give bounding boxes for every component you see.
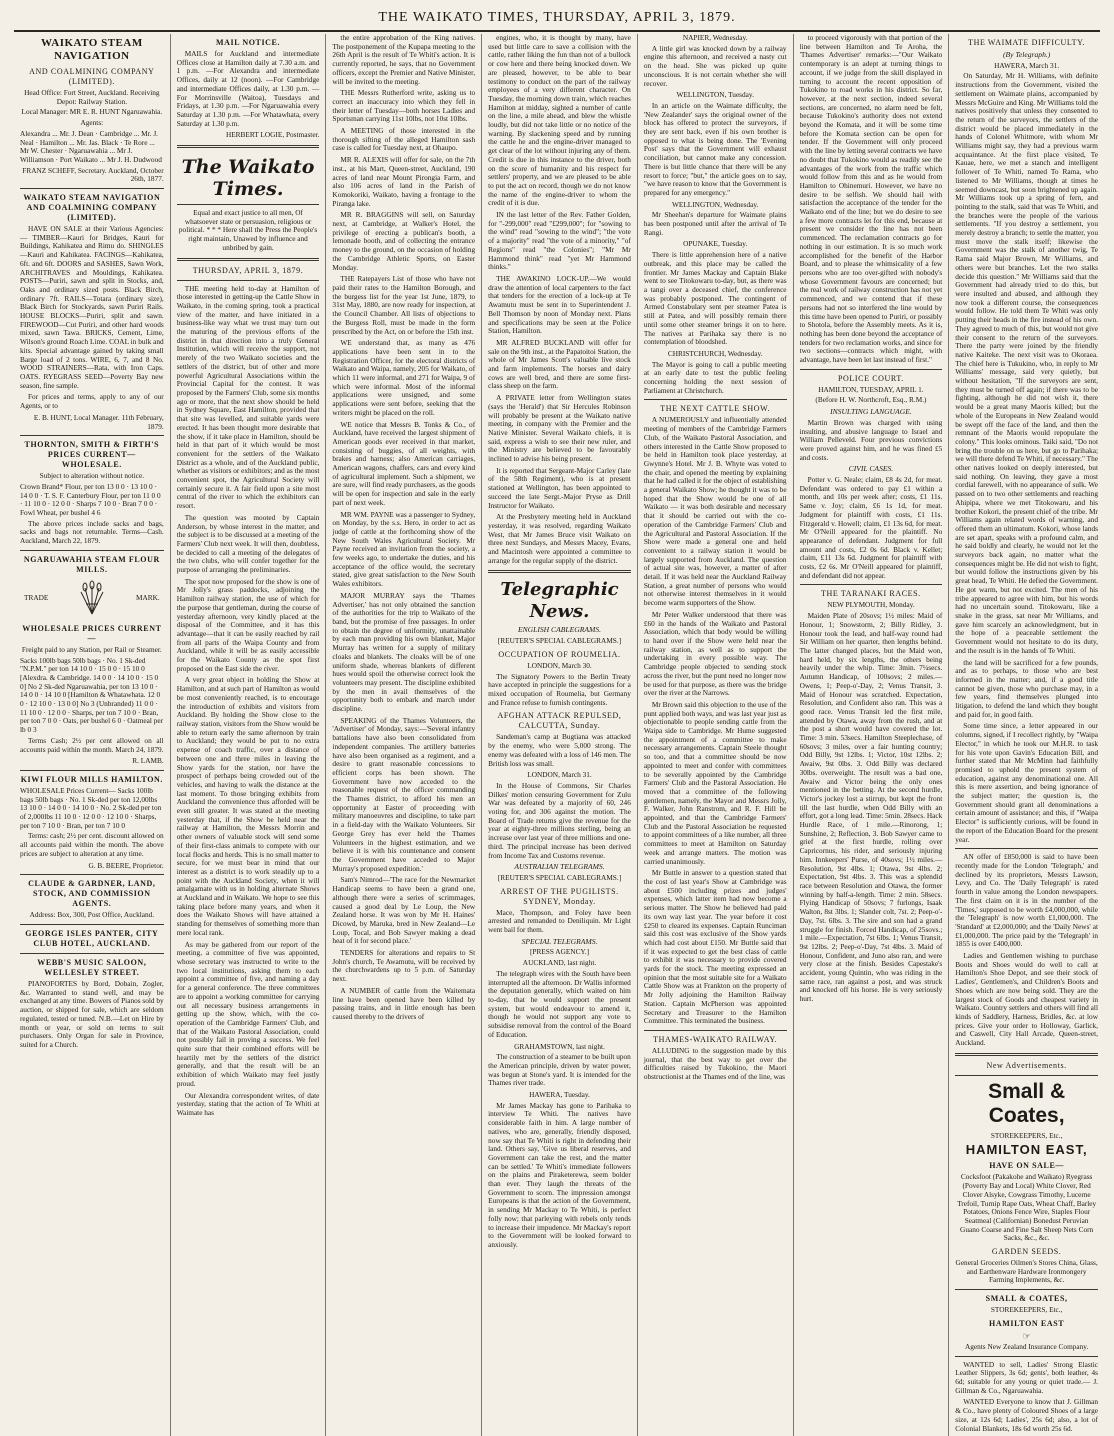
pointing-hand-icon: ☞ xyxy=(1022,1330,1031,1341)
reuter-note: [REUTER'S SPECIAL CABLEGRAMS.] xyxy=(497,636,622,646)
taranaki-races-heading: THE TARANAKI RACES. xyxy=(821,589,921,599)
small-coates-have-on-sale: HAVE ON SALE— xyxy=(989,1161,1065,1171)
claude-gardner-title: CLAUDE & GARDNER, LAND, STOCK, AND COMMISSION AGENTS. xyxy=(28,879,156,909)
divider xyxy=(800,369,943,370)
dateline: WELLINGTON, Tuesday. xyxy=(676,90,754,100)
divider xyxy=(955,1289,1098,1290)
divider xyxy=(177,280,320,281)
divider xyxy=(177,204,320,205)
new-advertisements-heading: New Advertisements. xyxy=(986,1060,1067,1070)
small-coates-title: Small & Coates, xyxy=(988,1079,1066,1127)
australian-telegrams-heading: AUSTRALIAN TELEGRAMS. xyxy=(514,862,605,872)
news-paragraph: Sam's Nimrod—'The race for the Newmarket Handicap seems to have been a grand one, although there were a series of scrimmages, caused a good deal by Le Loup, the New Zealand horse. It was won by Mr H. Haines' Dicowd, by Maruka, bred in New Zealand—Le Loup, Tocal, and Bob Sawyer making a dead heat of it for second place.' xyxy=(332,875,476,946)
police-court-heading: POLICE COURT. xyxy=(838,373,904,383)
news-paragraph: The Mayor is going to call a public meeting at an early date to test the public feeling concerning holding the next session of Parliament at Christchurch. xyxy=(643,359,787,395)
news-paragraph: ALLUDING to the suggestion made by this journal, that the best way to get over the difficulties raised by Tukokino, the Maori obstructionist at the Thames end of the line, was xyxy=(643,1045,787,1082)
trade-label: TRADE xyxy=(24,592,49,602)
kiwi-mills-terms: Terms: cash; 2½ per cent. discount allowed on all accounts paid within the month. The above prices are subject to alteration at any time. xyxy=(20,831,164,858)
news-paragraph: MR R. BRAGGINS will sell, on Saturday next, at Cambridge, at Walker's Hotel, the privilege of erecting a publican's booth, a lemonade booth, and of collecting the entrance money to the ground, on the occasion of holding the Cambridge Athletic Sports, on Easter Monday. xyxy=(332,210,476,272)
steam-nav-agents-head: Agents: xyxy=(80,118,104,128)
magistrate-note: (Before H. W. Northcroft, Esq., R.M.) xyxy=(815,395,927,405)
dateline: GRAHAMSTOWN, last night. xyxy=(514,1041,605,1051)
dateline: WELLINGTON, Wednesday. xyxy=(671,199,759,209)
columns xyxy=(14,33,1104,1433)
column-6 xyxy=(793,34,949,1436)
divider xyxy=(644,399,787,400)
wheatsheaf-icon xyxy=(77,580,107,616)
news-paragraph: In an article on the Waimate difficulty, the 'New Zealander' says the original owner of the block has offered to protect the surveyors, if they are sent back, even if his own brother is opposed to what is being done. The 'Evening Post' says that the Government will exhaust conciliation, but cannot make any concession. There is but little chance that there will be any resort to force; "but," the article goes on to say, "we have reason to know that the Government is prepared for any emergency." xyxy=(643,100,787,197)
news-paragraph: engines, who, it is thought by many, have used but little care to save a collision with the cattle, rather liking the fun than not of a bullock or cow here and there being knocked down. We are pleased, however, to be able to bear testimony to conduct on the part of the railway employees of a very different character. On Tuesday, the morning down train, which reaches Hamilton at midday, sighted a number of cattle on the line, a mile ahead, and blew the whistle loudly, but did not take little or no notice of the warning. By slackening speed and by running the cattle he and the engine-driver managed to get clear of the lot without injuring any of them. Credit is due in this instance to the driver, both on the score of humanity and his respect for settlers' property, and we are pleased to be able to put the act on record, though we do not know the name of the engine-driver to whom the credit of it is due. xyxy=(488,33,631,208)
small-coates-subtitle-2: STOREKEEPERS, Etc., xyxy=(990,1305,1063,1315)
thornton-note: The above prices include sacks and bags, sacks and bags not returnable. Terms—Cash. Auckland, March 22, 1879. xyxy=(20,518,164,546)
george-panter-title: GEORGE ISLES PANTER, CITY CLUB HOTEL, AUCKLAND. xyxy=(25,929,159,948)
news-paragraph: The Signatory Powers to the Berlin Treaty have accepted in principle the suggestions for a mixed occupation of Roumelia, but Germany and France refuse to furnish contingents. xyxy=(488,671,631,707)
telegraphic-news-title: Telegraphic News. xyxy=(500,579,619,623)
page-header-title: THE WAIKATO TIMES, THURSDAY, APRIL 3, 1879. xyxy=(378,10,736,25)
newspaper-flag: The Waikato Times. xyxy=(181,156,315,201)
mark-label: MARK. xyxy=(135,592,160,602)
thames-railway-heading: THAMES-WAIKATO RAILWAY. xyxy=(653,1034,778,1044)
mail-notice-title: MAIL NOTICE. xyxy=(216,38,281,47)
editorial-paragraph: A very great object in holding the Show at Hamilton, and at such part of Hamilton as would be most conveniently reached, is to encourage the introduction of exhibits and visitors from Auckland. By holding the Show close to the railway station, visitors from the Show would be able to return early the same afternoon by train to Auckland; they would be put to no extra expense of coach traffic, over a distance of between one and three miles in leaving the Show yards for the station, nor have the prospect of perhaps being crowded out of the vehicles, and having to walk the distance at the last moment. To those bringing exhibits from Auckland the convenience thus afforded will be even still greater. It was stated at the meeting yesterday that, if the Show be held near the railway at Hamilton, the Messrs Morrin and other owners of valuable stock will send some of their first-class animals to compete with our local flocks and herds. This is no small matter to secure, for we must bear in mind that our interest as a district is to work steadily up to a point with the Auckland Society, when it will amalgamate with us in holding alternate Shows at Auckland and in Waikato. We hope to see this taking place before many years, and when it does the Waikato Shows will have attained a standing for themselves of something more than mere local rank. xyxy=(176,675,320,937)
kiwi-mills-prices: WHOLESALE Prices Current— Sacks 100lb bags 50lb bags · No. 1 Sk-ded per ton 12,00lbs 13 10 0 · 14 0 0 · 14 10 0 · No. 2 Sk-ded per ton of 2,000lbs 11 10 0 · 12 0 0 · 12 10 0 · Sharps, per ton 7 10 0 · Bran, per ton 7 10 0 xyxy=(20,785,162,830)
news-paragraph: WE understand that, as many as 476 applications have been sent in to the Registration Officer, for the electoral districts of Waikato and Waipa, namely, 205 for Waikato, of which 11 were informal, and 271 for Waipa, 9 of which were informal. Most of the informal applications were unsigned, and some applications were sent before, seeking that the writers might be placed on the roll. xyxy=(332,338,476,417)
small-coates-subtitle: STOREKEEPERS, Etc., xyxy=(990,1130,1063,1140)
news-paragraph: THE AWAKINO LOCK-UP.—We would draw the attention of local carpenters to the fact that tenders for the erection of a lock-up at Te Awamutu must be sent in to Superintendent J. Bell Thomson by noon of Monday next. Plans and specifications may be seen at the Police Station, Hamilton. xyxy=(488,273,631,336)
steam-nav-agents: Alexandra ... Mr. J. Dean · Cambridge ... Mr. J. Neal · Hamilton ... Mr. Jas. Black · Te Rore ... Mr W. Chester · Ngaruawahia ... Mr J. Williamson · Port Waikato ... Mr J. H. Dudwood xyxy=(20,128,162,164)
dateline: CHRISTCHURCH, Wednesday. xyxy=(667,348,763,358)
thornton-title: THORNTON, SMITH & FIRTH'S PRICES CURRENT—WHOLESALE. xyxy=(24,440,160,470)
news-paragraph: Mr Buttle in answer to a question stated that the cost of last year's Show at Cambridge was about £500 including prizes and judges' expenses, which latter item had now become a serious matter. The Show he believed had paid its own way last year. The year before it cost £250 to cleared its expenses. Captain Runciman said this cost was exclusive of the Show yards which had cost about £150. Mr Buttle said that if it was expected to get the best class of cattle to exhibit it was necessary to provide covered yards for the stock. The meeting expressed an opinion that the most suitable site for a Waikato Cattle Show was at Frankton on the property of Mr Jolly adjoining the Hamilton Railway Station. Captain McPherson was appointed Secretary and Treasurer to the Hamilton Committee. This terminated the business. xyxy=(643,868,787,1026)
column-1 xyxy=(14,34,170,1436)
news-paragraph: THE Ratepayers List of those who have not paid their rates to the Hamilton Borough, and the burgess list for the year 1st June, 1879, to 31st May, 1880, are now ready for inspection, at the Council Chamber. All lists of objections to the Burgess Roll, must be made in the form prescribed by the Act, on or before the 15th inst. xyxy=(332,274,476,336)
divider xyxy=(20,874,164,875)
news-paragraph: A PRIVATE letter from Wellington states (says the 'Herald') that Sir Hercules Robinson will probably be present at the Waikato native meeting, in company with the Premier and the Native Minister. Several Waikato chiefs, it is said, express a wish to see their new ruler, and the Ministry are believed to be favourably inclined to advise his being present. xyxy=(488,393,631,464)
dateline: NAPIER, Wednesday. xyxy=(682,33,748,42)
insurance-agents-note: Agents New Zealand Insurance Company. xyxy=(964,1341,1089,1351)
webb-music-body: PIANOFORTES by Bord, Dobain, Zogler, &c. Warranted to stand well, and may be exchanged at any time. Bowers of Pianos sold by auction, or shipped for sale, which are seldom regulated, tested or tuned. N.B.—Let on Hire by month or year, or sold on terms to suit purchasers. Only Organ for sale in Province, suited for a Church. xyxy=(20,979,164,1049)
dateline: HAMILTON, TUESDAY, APRIL 1. xyxy=(818,384,924,394)
english-cablegrams-heading: ENGLISH CABLEGRAMS. xyxy=(517,625,602,635)
small-coates-title-2: SMALL & COATES, xyxy=(985,1294,1068,1304)
kiwi-mills-title: KIWI FLOUR MILLS HAMILTON. xyxy=(20,774,163,784)
webb-music-title: WEBB'S MUSIC SALOON, WELLESLEY STREET. xyxy=(37,958,147,977)
steam-nav-manager: Local Manager: MR E. R. HUNT Ngaruawahia. xyxy=(21,107,163,117)
column-7 xyxy=(948,34,1104,1436)
divider xyxy=(20,924,164,925)
wholesale-terms: Terms Cash; 2½ per cent allowed on all accounts paid within the month. March 24, 1879. xyxy=(20,735,164,754)
divider xyxy=(955,848,1098,849)
news-paragraph: On Saturday, Mr H. Williams, with definite instructions from the Government, visited the settlement on Waimate plains, accompanied by Messrs McGuire and King. Mr Williams told the natives positively that unless they consented to the return of the surveyors, the settlers of the district would be placed immediately in the hands of Colonel Whitmore, with whom Mr Williams might say, they had a previous warm acquaintance. At the first place visited, Te Kauae, here, we met a stanch and intelligent follower of Te Whiti, named To Rama, who listened to Mr Williams, though at times he seemed downcast, but soon brightened up again. Mr Williams took up a spring of fern, and pointing to the stalk, said that was Te Whiti, and the branches were the people of the various settlements. "If you destroy a settlement, you merely destroy a branch; to settle the matter, you must move the stalk itself; likewise the Government was the stalk of another twig, Te Rama said Major Brown, Mr Williams, and others were but branches. Let the two stalks decide this question." Mr Williams said that the Government had already tried to do this, but were insulted and abused, and although they now took a different course, the consequences would follow. He told them Te Whiti was only putting their heads in the fire instead of his own. They agreed to much of this, but would not give their consent to the return of the surveyors. There the party were joined by the friendly native Kaiteke. The next visit was to Okoraea. The chief here is Tukukino, who, in reply to Mr Williams' message, said very quietly, but without hesitation, "If the surveyors are sent, they must be turned off again; if there was to be fighting, although he did not wish it, there would be a great many Maoris killed; but the whole of the Europeans in New Zealand would be swept off the face of the land, and then the remnant of the Maoris would repopulate the colony." This looks ominous. Taiki said, "Do not bring the trouble on us here, but go to Parihaka; we will there defend Te Whiti, if necessary." The other natives looked on deeply interested, but said nothing. On leaving, they gave a most cordial farewell, with no appearance of sulk. We passed on to two other settlements and reaching Ahipipa, where we met Titokowaru, and his brother Kokori, the present chief of the tribe. Mr Williams again related words of warning, and offered them an ultimatum. Kokori, whose lands are set apart, speaks with a profound calm, and he said boldly and clearly, he would not let the surveyors back again, no matter what the consequences might be. He did not wish to fight, but would follow the instructions given by his great head, Te Whiti. He defied the Government. He got warm, but not excited. The men of his tribe appeared to agree with him, but his words had no uncertain sound. Titokowaru, like a snake in the grass, sat near Mr Williams, and gave him scarcely an acknowledgment, but in the hope of a peaceable settlement the Government would not hesitate to do its duty, and the result is in the hands of Te Whiti. xyxy=(955,71,1098,655)
editorial-paragraph: Our Alexandra correspondent writes, of date yesterday, stating that the action of Te Whiti at Waimate has xyxy=(176,1090,320,1117)
editorial-paragraph: As may be gathered from our report of the meeting, a committee of five was appointed, whose secretary was instructed to write to the two local institutions, asking them to each appoint a committee of five, and naming a day for a general conference. The three committees are to appoint a working committee for carrying out all necessary business arrangements in getting up the show, which, with the co-operation of the Cambridge Farmers' Club, and that of the Waikato Pastoral Association, could not possibly fail in proving a success. We feel quite sure that their combined efforts will be heartily met by the settlers of the district generally, and that the result will be an exhibition of which Waikato may feel justly proud. xyxy=(176,939,320,1088)
news-paragraph: THE Messrs Rutherford write, asking us to correct an inaccuracy into which they fell in their letter of Tuesday—both horses Ladies and Sportsman carrying 11st 10lbs, not 10st 10lbs. xyxy=(332,88,476,124)
news-paragraph: TENDERS for alterations and repairs to St John's church, Te Awamutu, will be received by the churchwardens up to 5 p.m. of Saturday next. xyxy=(332,948,476,984)
steam-nav-office: Head Office: Fort Street, Auckland. Receiving Depot: Railway Station. xyxy=(24,88,160,106)
editorial-paragraph: The spot now proposed for the show is one of Mr Jolly's grass paddocks, adjoining the Hamilton railway station, the use of which for the purpose that gentleman, during the course of yesterday afternoon, very kindly placed at the disposal of the Committee, and it has this advantage—that it can be easily reached by rail from all parts of the Waipa County and from Auckland, while it will be as easily accessible for the Waikato County as the spot first proposed on the East side the river. xyxy=(176,576,320,673)
steam-nav-subtitle: AND COALMINING COMPANY (LIMITED). xyxy=(29,67,155,86)
have-on-sale-signature: E. B. HUNT, Local Manager. 11th February, 1879. xyxy=(33,412,164,431)
small-coates-items: Cocksfoot (Pakakohe and Waikato) Ryegrass (Poverty Bay and Local) White Clover, Red Clover Alsyke, Cowgrass Timothy, Lucerne Trefoil, Turnip Rape Oats, Wheat Chaff, Barley Potatoes, Onions Fence Wire, Staples Flour Seatmeal (Californian) Bonedust Peruvian Guano Coarse and Fine Salt Sheep Nets Corn Sacks, &c., &c. xyxy=(957,1172,1097,1243)
dateline: HAWERA, Tuesday. xyxy=(529,1090,590,1100)
wholesale-subtitle: Freight paid to any Station, per Rail or Steamer. xyxy=(21,644,162,654)
news-paragraph: the entire approbation of the King natives. The postponement of the Kupapa meeting to the 26th April is the result of Te Whiti's action. It is currently reported, he says, that no Government officers, except the Premier and Native Minister, will be invited to the meeting. xyxy=(332,33,476,86)
wanted-ad: WANTED to sell, Ladies' Strong Elastic Leather Slippers, 3s 6d; gents', both leather, 4s 6d; suitable for any young or quiet trade.— J. Gillman & Co., Ngaruawahia. xyxy=(955,1359,1098,1395)
wholesale-title: WHOLESALE PRICES CURRENT— xyxy=(22,623,162,643)
news-paragraph: Mr Peter Walker understood that there was £60 in the hands of the Waikato and Pastoral Association, which that body would be willing to hand over if the Show were held near the railway station, as well as to support the undertaking in every possible way. The Cambridge people objected to sending stock across the river, but the punt need no longer now be used for that purpose, as there was the bridge over the river at the Narrows. xyxy=(643,609,787,698)
news-paragraph: Some time since, a letter appeared in our columns, signed, if I recollect rightly, by "Waipa Elector," in which he took our M.H.R. to task for his vote upon Gavin's Education Bill, and further stated that Mr McMinn had faithfully promised to uphold the present system of education, against any denominational one. All this is mere assertion, and being ignorance of the subject matter; the question is, the Government should grant all denominations a certain amount of assistance; and this, if "Waipa Elector" is sufficiently curious, will be found in the report of the Education Board for the present year. xyxy=(955,721,1098,844)
press-agency-note: [PRESS AGENCY.] xyxy=(529,947,590,957)
news-paragraph: The telegraph wires with the South have been interrupted all the afternoon. Dr Wallis informed the deputation generally, which waited on him to-day, that he would support the present system, but would endeavour to amend it, though he would not support any vote to subsidise removal from the control of the Board of Education. xyxy=(488,968,631,1039)
dateline: LONDON, March 30. xyxy=(527,660,592,670)
divider xyxy=(488,570,631,573)
news-paragraph: SPEAKING of the Thames Volunteers, the 'Advertiser' of Monday, says:—'Several infantry battalions have also been consolidated from independent companies. The artillery batteries have also been organised as a regiment, and a desire to grant reasonable concessions to efficient corps has been shown. The Government have now acceded to the reasonable request of the officer commanding the Thames district, to afford his men an opportunity at Easter of proceeding with military manoeuvres and discipline, to take part in a field-day with the Waikato Volunteers. Sir George Grey has ever held the Thames Volunteers in the highest estimation, and we believe it is with his countenance and consent the Government have acceded to Major Murray's proposed expedition.' xyxy=(332,715,476,873)
steam-nav-title: WAIKATO STEAM NAVIGATION xyxy=(40,37,143,62)
wholesale-signature: R. LAMB. xyxy=(132,756,164,766)
news-paragraph: In the House of Commons, Sir Charles Dilkes' motion censuring Government for Zulu War was defeated by a majority of 60, 246 voting for, and 306 against the motion. The Board of Trade returns give the revenue for the year at eighty-three millions sterling, being an increase over last year of three millions and one-third. The principal increase has been derived from Income Tax and Customs revenue. xyxy=(488,780,631,860)
divider xyxy=(20,550,164,551)
divider xyxy=(20,188,164,189)
small-coates-place: HAMILTON EAST, xyxy=(965,1142,1088,1158)
dateline: LONDON, March 31. xyxy=(527,770,592,780)
news-paragraph: MAJOR MURRAY says the 'Thames Advertiser,' has not only obtained the sanction of the authorities for the trip to Waikato of the band, but the promise of free passages. In order to obtain the degree of uniformity, unattainable by each man providing his own blanket, Major Murray has written for a supply of military cloaks and blankets. The cloaks will be of one uniform shade, whereas blankets of different hues would spoil the otherwise correct look the volunteers may present. The discipline exhibited by the men in avail themselves of the opportunity both to embark and march under discipline. xyxy=(332,590,476,714)
roumelia-heading: OCCUPATION OF ROUMELIA. xyxy=(498,649,621,659)
newspaper-motto: Equal and exact justice to all men, Of whatsoever state or persuasion, religious or political. * * * Here shall the Press the People's right maintain, Unawed by influence and unbribed by gain. xyxy=(178,208,318,252)
dateline: HAWERA, March 31. xyxy=(994,60,1060,70)
divider xyxy=(20,770,164,771)
subheading: CIVIL CASES. xyxy=(848,464,894,474)
subheading: (By Telegraph.) xyxy=(1002,50,1051,59)
divider xyxy=(800,584,943,585)
special-telegrams-heading: SPECIAL TELEGRAMS. xyxy=(521,936,598,946)
garden-items: General Groceries Oilmen's Stores China, Glass, and Earthenware Hardware Ironmongery Farming Implements, &c. xyxy=(955,1258,1098,1285)
cattle-show-heading: THE NEXT CATTLE SHOW. xyxy=(660,404,771,414)
column-3 xyxy=(325,34,481,1436)
mail-notice-body: MAILS for Auckland and intermediate Offices close at Hamilton daily at 7.30 a.m. and 1 p.m. —For Alexandra and intermediate Offices, daily at 12 (noon). —For Cambridge and intermediate Offices daily, at 1.30 p.m. —For Morrinsville (Waitoa), Tuesdays and Fridays, at 1.30 p.m. —For Ngaruawahia every Saturday at 1.30 p.m. —For Whatawhata, every Saturday at 1.30 p.m. xyxy=(176,49,320,128)
news-paragraph: the land will be sacrificed for a few pounds, and as to perhaps, to those who are best informed in the matter; and, if a good title cannot be given, those who purchase may, in a few years, find themselves plunged into litigation, to defend the land which they bought and paid for, in good faith. xyxy=(955,657,1098,719)
divider xyxy=(20,435,164,436)
news-paragraph: A MEETING of those interested in the thorough sifting of the alleged Hamilton sash case is called for Tuesday next, at Ohaupo. xyxy=(332,126,476,153)
news-paragraph: Potter v. G. Neale; claim, £8 4s 2d, for meat. Defendant was ordered to pay £1 within a month, and 10s per week after; costs, £1 11s. Same v. Joy; claim, £6 1s 1d, for meat. Judgment for plaintiff with costs, £1 11s. Fitzgerald v. Howell; claim, £1 13s 6d, for meat. Mr O'Neill appeared for the plaintiff. No appearance of defendant. Judgment for full amount and costs, £2 0s 6d. Black v. Kellet; claim, £11 13s 6d. Judgment for plaintiff with costs, £2 6s. Mr O'Neill appeared for plaintiff, and defendant did not appear. xyxy=(799,475,943,580)
news-paragraph: At the Presbytery meeting held in Auckland yesterday, it was resolved, regarding Waikato West, that Mr James Bruce visit Waikato on three next Sundays, and Messrs Macey, Evans, and Macintosh were appointed a committee to arrange for the regular supply of the district. xyxy=(488,512,631,565)
pugilists-heading: ARREST OF THE PUGILISTS. SYDNEY, Monday. xyxy=(500,886,619,906)
news-paragraph: Ladies and Gentlemen wishing to purchase Boots and Shoes would do well to call at Hamilton's Shoe Depot, and see their stock of Ladies', Gentlemen's, and Children's Boots and Shoes which are now being sold. They are the largest stock of Goods and cheapest variety in Waikato. Country settlers and others will find all kinds of Saddlery, Harness, Bridles, &c. at low prices. Give your order to Holloway, Garlick, and Caswell, City Hall Arcade, Queen-street, Auckland. xyxy=(955,951,1098,1048)
news-paragraph: AN offer of £850,000 is said to have been recently made for the London 'Telegraph,' and declined by its proprietors, Messrs Lawson, Levy, and Co. The 'Daily Telegraph' is rated fourth in value among the London newspapers. The first claim on it is in the number of the 'Times,' supposed to be worth £4,000,000, while the 'Telegraph' is now worth £1,000,000. The 'Standard' at £2,000,000; and the 'Daily News' at £1,000,000. The price paid by the 'Telegraph' in 1855 is over £400,000. xyxy=(955,852,1098,949)
waimate-heading: THE WAIMATE DIFFICULTY. xyxy=(968,38,1086,47)
have-on-sale-body: HAVE ON SALE at their Various Agencies:— TIMBER—Kauri for Bridges, Kauri for Buildings, Kahikatea and Rimu do. SHINGLES—Kauri and Kahikatea. FACINGS—Kahikatea, 6ft. and 6ft. DOORS and SASHES, Sawn Work, ARCHITRAVES and Mouldings, Kahikatea. POSTS—Puriri, sawn and split in Stocks, and, Oaks and ordinary sized posts. Black Birch, ordinary 7ft. RAILS—Totara (ordinary size), Black Birch for Stockyards, sawn Puriri Rails. HOUSE BLOCKS—Puriri, split and sawn. FIREWOOD—Cut Puriri, and other hard woods mixed, sawn Tawa. BRICKS, Cement, Lime, Wilson's ground Roach Lime. COAL in bulk and kits. Special advantage gained by taking small Barge load of 2 tons. WIRE, 6, 7, and 8 No. WOOD STRAINERS—Rata, with Iron Caps. OATS. RYEGRASS SEED—Poverty Bay new season, fine sample. xyxy=(20,224,164,390)
divider xyxy=(955,1053,1098,1056)
column-4 xyxy=(481,34,637,1436)
news-paragraph: Maiden Plate of 20sovs; 1½ miles: Maid of Honour, 1; Snowstorm, 2; Billy Ridley, 3. Honour took the lead, and half-way round had Sir William on her quarter, then lengths behind. The latter changed places, but the Maid won, hard held, by six lengths, the others being heavily under the whip. Time: 3min. 7¼secs. Autumn Handicap, of 100sovs; 2 miles.—Owens, 1; Peep-o'-Day, 2; Venus Transit, 3. Maid of Honour was scratched. Expectation, Resolution, and Confident also ran. This was a good race. Venus Transit led the first mile, attended by Otawa, away from the rush, and at the post a short would have covered the lot. Time: 3 min. 53secs. Hamilton Steeplechase, of 60sovs; 3 miles, over a fair hunting country; Odd Billy, 9st 12lbs. 1; Victor, 10st 12lbs. 2; Awaiw, 9st 0lbs. 3. Odd Billy was declared 30lbs. overweight. The result was a bad one, Awaiw and Victor being the only ones mentioned in the betting. At the second hurdle, Victor's jockey lost a stirrup, but kept the front till the last hurdle, when Odd Billy with an effort, got a long lead. Time: 5min. 28secs. Hack Hurdle Race, of 1 mile.—Rinorong, 1; Sunshine, 2; Reflection, 3. Bob Sawyer came to grief at the first hurdle, rolling over Capricornus, his rider, and seriously injuring him. Innkeepers' Purse, of 40sovs; 1½ miles.—Resolution, 9st 4lbs. 1; Otawa, 9st 4lbs. 2; Expectation, 9st 4lbs. 3. This was a splendid race between Resolution and Otawa, the former winning by half-a-length. Time: 2 min. 58secs. Flying Handicap of 50sovs; 7 furlongs, Isaak Walton, 8st 3lbs. 1; Slander colt, 7st. 2; Peep-o'-Day, 7st. 6lbs. 3. The sire and son had a grand struggle for finish. Forced Handicap, of 25sovs.; 1 mile.—Expectation, 7st 6lbs. 1; Venus Transit, 9st 12lbs. 2; Peep-o'-Day, 7st 4lbs. 3. Maid of Honour, Confident, and Juno also ran, and were very close at the finish. Besides Capestake's accident, young Quintin, who was riding in the same race, ran against a post, and was struck and knocked off his horse. He is very seriously hurt. xyxy=(799,611,943,1004)
editorial-paragraph: THE meeting held to-day at Hamilton of those interested in getting-up the Cattle Show in Waikato, in the coming spring, took a practical view of the matter, and have initiated in a business-like way what we trust may turn out the maturing of the previous efforts of the district in that direction into a truly General Institution, which will receive the support, not merely of the two Waikato societies and the settlers of the district, but of other and more powerful Agricultural Associations within the Provincial Capital for the contest. It was proposed by the Farmers' Club, some six months ago or more, that the next show should be held in Sydney Square, East Hamilton, provided that that site was levelled, and suitable yards were erected. It has been thought more desirable that the show, if it take place in Hamilton, should be held in that part of it which would be most convenient for the settlers of the Waikato District as a whole, and of the Auckland public, whether as visitors or exhibitors; and as the most convenient spot, the Agricultural Society will certainly secure it. A fair field upon a site most central of the river to which the exhibitors can resort. xyxy=(176,283,320,511)
news-paragraph: Mr James Mackay has gone to Parihaka to interview Te Whiti. The natives have considerable faith in him. A large number of natives, who are, generally, friendly disposed, now say that Te Whiti is right in defending their land. Others say, 'Give us liberal reserves, and Government can take the rest, and the matter can be settled.' Te Whiti's immediate followers on the plains and Piraketerewa, seem bolder than ever. They laugh the threats of the Government to scorn. The impression amongst Europeans is that the action of the Government, in sending Mr Mackay to Te Whiti, is perfect folly now; that parleying with rebels only tends to increase their impudence. Mr Mackay's report to the Government will be looked forward to anxiously. xyxy=(488,1100,631,1249)
thornton-subtitle: Subject to alteration without notice. xyxy=(39,471,145,481)
news-paragraph: A NUMBER of cattle from the Waitemata line have been opened have been killed by passing trains, and in little enough has been caused thereby to the drivers of xyxy=(332,985,476,1021)
wanted-ad: WANTED Everyone to know that J. Gillman & Co., have plenty of Coloured Shoes of a large size, at 12s 6d; Ladies', 25s 6d; also, a lot of Colonial Blankets, 18s 6d worth 25s 6d. xyxy=(955,1397,1098,1433)
dateline: OPUNAKE, Tuesday. xyxy=(683,239,748,249)
news-paragraph: MR R. ALEXIS will offer for sale, on the 7th inst., at his Mart, Queen-street, Auckland, 190 acres of land near Mount Pirongia Farm, and also 106 acres of land in the Parish of Komokoriki, Waikato, having a frontage to the Piranga lake. xyxy=(332,155,476,208)
divider xyxy=(644,1030,787,1031)
divider xyxy=(177,145,320,148)
afghan-heading: AFGHAN ATTACK REPULSED, CALCUTTA, Sunday. xyxy=(497,711,622,731)
divider xyxy=(955,1075,1098,1076)
news-paragraph: A little girl was knocked down by a railway engine this afternoon, and received a nasty cut on the head. She was picked up quite unconscious. It is not certain whether she will recover. xyxy=(643,43,787,88)
thornton-prices: Crown Brand* Flour, per ton 13 0 0 · 13 10 0 · 14 0 0 · T. S. F. Canterbury Flour, per ton 11 0 0 · 11 10 0 · 12 0 0 · Sharps 7 10 0 · Bran 7 0 0 · Fowl Wheat, per bushel 4 6 xyxy=(20,481,161,518)
divider xyxy=(955,1356,1098,1357)
kiwi-mills-signature: G. B. BEERE, Proprietor. xyxy=(88,860,164,870)
news-paragraph: Mace, Thompson, and Foley have been arrested and remanded to Deniliquin. Mr Light went bail for them. xyxy=(488,907,631,935)
issue-date: THURSDAY, APRIL 3, 1879. xyxy=(192,265,304,275)
news-paragraph: It is reported that Sergeant-Major Carley (late of the 58th Regiment), who is at present stationed at Wellington, has been appointed to succeed the late Sergt.-Major Pryse as Drill Instructor for Waikato. xyxy=(488,465,631,510)
news-paragraph: IN the last letter of the Rev. Father Golden, for "-299,000" read "£299,000"; for "sowing to the wind" read "sowing to the wind"; "the vote of a majority" read "the vote of a minority," "of Regions" read "the Colonies"; "Mr Mr Hammond think" read "yet Mr Hammond thinks." xyxy=(488,210,631,272)
garden-seeds-heading: GARDEN SEEDS. xyxy=(991,1247,1062,1257)
steam-nav-signature: FRANZ SCHEFF, Secretary. Auckland, October 26th, 1877. xyxy=(22,165,164,184)
dateline: AUCKLAND, last night. xyxy=(522,958,597,968)
news-paragraph: MR WM. PAYNE was a passenger to Sydney, on Monday, by the s.s. Hero, in order to act as judge of cattle at the forthcoming show of the New South Wales Agricultural Society. Mr Payne received an invitation from the society, a few weeks ago, to undertake the duties, and his acceptance of the office would, the secretary stated, give great satisfaction to the New South Wales exhibitors. xyxy=(332,509,476,589)
small-coates-place-2: HAMILTON EAST xyxy=(989,1318,1065,1328)
claude-gardner-address: Address: Box, 300, Post Office, Auckland. xyxy=(29,910,155,920)
mail-notice-signature: HERBERT LOGIE, Postmaster. xyxy=(225,130,320,140)
column-2 xyxy=(170,34,326,1436)
news-paragraph: A NUMEROUSLY and influentially attended meeting of members of the Cambridge Farmers Club, of the Waikato Pastoral Association, and others interested in the Cattle Show proposed to be held in Hamilton took place yesterday, at Gwynne's Hotel. Mr J. B. Whyte was voted to the chair, and opened the meeting by explaining that he had called it for the object of establishing a general Waikato Show; he thought it was to be hoped that the Show would be one of all Waikato — it was both desirable and necessary that it should be carried out with the co-operation of the Cambridge Farmers' Club and the Agricultural and Pastoral Association. If the Show were made a general one and held convenient to a railway station it would be largely supported from Auckland. The question of actual site was, however, a matter of after detail. If it was held near the Auckland Railway Station, a great number of persons who would not otherwise interest themselves in it would become warm supporters of the Show. xyxy=(643,415,787,608)
subheading: INSULTING LANGUAGE. xyxy=(830,407,912,417)
wholesale-prices: Sacks 100lb bags 50lb bags · No. 1 Sk-ded "N.P.M." per ton 14 10 0 · 15 0 0 · 15 10 0 [Alexdra. & Cambridge. 14 0 0 · 14 10 0 · 15 0 0] No 2 Sk-ded Ngaruawahia, per ton 13 10 0 · 14 0 0 · 14 10 0 [Hamilton & Whatawhata. 12 0 0 · 12 10 0 · 13 0 0] No 3 (Unbranded) 11 0 0 · 11 10 0 · 12 0 0 · Sharps, per ton 7 10 0 · Bran, per ton 7 0 0 · Oats, per bushel 6 0 · Oatmeal per lb 0 3 xyxy=(20,655,164,735)
news-paragraph: WE notice that Messrs B. Tonks & Co., of Auckland, have received the largest shipment of American goods ever received in that market, consisting of buggies, of all weights, with brakes and harness; also American carriages, American wagons, chaffers, cars and every kind of agricultural implement. Such a shipment, we are sure, will find ready purchasers, as the goods will be open for inspection and sale in the early part of next week. xyxy=(332,419,476,507)
divider xyxy=(177,258,320,261)
have-on-sale-prices: For prices and terms, apply to any of our Agents, or to xyxy=(20,392,164,411)
news-paragraph: Mr Sheehan's departure for Waimate plains has been postponed until after the arrival of Te Rangi. xyxy=(643,210,787,237)
trade-mark xyxy=(20,578,164,620)
divider xyxy=(20,953,164,954)
have-on-sale-title: WAIKATO STEAM NAVIGATION AND COALMINING COMPANY (LIMITED). xyxy=(23,193,161,223)
dateline: NEW PLYMOUTH, Monday. xyxy=(827,600,915,610)
news-paragraph: Martin Brown was charged with using insulting, and abusive language to Israel and William Pelleveld. Four previous convictions were proved against him, and he was fined £5 and costs. xyxy=(799,417,943,462)
page-header xyxy=(14,8,1100,32)
news-paragraph: to proceed vigorously with that portion of the line between Hamilton and Te Aroha, the 'Thames Advertiser' remarks:—"Our Waikato contemporary is an adept at turning things to account, if we judge from the skill displayed in turning to account the recent opposition of Tukokino to road works in his district. So far, however, at the next section, indeed several sections, are concerned, no alarm need be felt, because Tukokino's authority does not extend beyond the Komata, and it will be some time before the Komata section can be open for tender. If the Government will only proceed with the line by letting several contracts we have no doubt that Tukokino would as readily see the advantages of the work from the traffic which would follow from this and as he would from Hamilton to Ohinemuri. However, we have no desire to be selfish. We should hail with satisfaction the acceptance of the tender for the Waikato end of the line; but we do desire to see a few more contracts let for this end, because at present we consider the line has not been commenced. The reclamation contracts go for nothing in our estimation. It is so much work accomplished for the benefit of the Harbor Board, and to please the whimsicality of a few persons who are too over-gifted with nobody's whose Government favours are concerned; but the real work of railway construction has not yet commenced, and we contend that if these persons had not so interfered the line would by this time have been opened to Puriri, or possibly to Shotola, before the Assembly meets. As it is, nothing has been done beyond the acceptance of tenders for two reclamation works, and since for two sections—contracts which might, with advantage, have been let last instead of first." xyxy=(799,33,943,365)
news-paragraph: Sandeman's camp at Bugtiana was attacked by the enemy, who were 5,000 strong. The enemy was defeated with a loss of 146 men. The British loss was small. xyxy=(488,732,631,768)
editorial-paragraph: The question was mooted by Captain Anderson, by whose interest in the matter, and the subject is to be discussed at a meeting of the Farmers' Club next week. It will then, doubtless, be decided to call a meeting of the delegates of the two clubs, who will confer together for the purpose of arranging the preliminaries. xyxy=(176,512,320,575)
column-5 xyxy=(637,34,793,1436)
news-paragraph: The construction of a steamer to be built upon the American principle, driven by water power, was begun at Stone's yard. It is intended for the Thames river trade. xyxy=(488,1052,631,1088)
reuter-note: [REUTER'S SPECIAL CABLEGRAMS.] xyxy=(497,872,622,882)
news-paragraph: There is little apprehension here of a native outbreak, and this place may be called the frontier. Mr James Mackay and Captain Blake went to see Titokowaru to-day, but, as there was a tangi over a deceased chief, the conference was probably postponed. The contingent of Armed Constabulary sent per steamer Patea is still at Patea, and will possibly remain there until some other steamer brings it on to here. The natives at Parihaka say there is no contemplation of bloodshed. xyxy=(643,250,787,347)
news-paragraph: Mr Brown said this objection to the use of the punt applied both ways, and was last year just as objectionable to people sending cattle from the Waipa side to Cambridge. Mr Hume suggested the appointment of a committee to make necessary arrangements. Captain Steele thought so too, and that a committee should be now appointed to meet and confer with committees to be severally appointed by the Cambridge Farmers' Club and the Pastoral Association. He moved that a committee of the following gentlemen, namely, the Mayor and Messrs Jolly, F. Walker, John Ranstrom, and R. F. Hill be appointed, and that the Cambridge Farmers' Club and the Pastoral Association be requested to appoint committees of a like number, all three committees to meet at Hamilton on Saturday week and arrange matters. The motion was carried unanimously. xyxy=(643,699,787,866)
news-paragraph: MR ALFRED BUCKLAND will offer for sale on the 9th inst., at the Papatoitoi Station, the whole of Mr James Scott's valuable live stock and farm implements. The horses and dairy cows are well bred, and there are some first-class sheep on the farm. xyxy=(488,337,631,391)
ngaruawahia-mills-title: NGARUAWAHIA STEAM FLOUR MILLS. xyxy=(23,554,160,574)
